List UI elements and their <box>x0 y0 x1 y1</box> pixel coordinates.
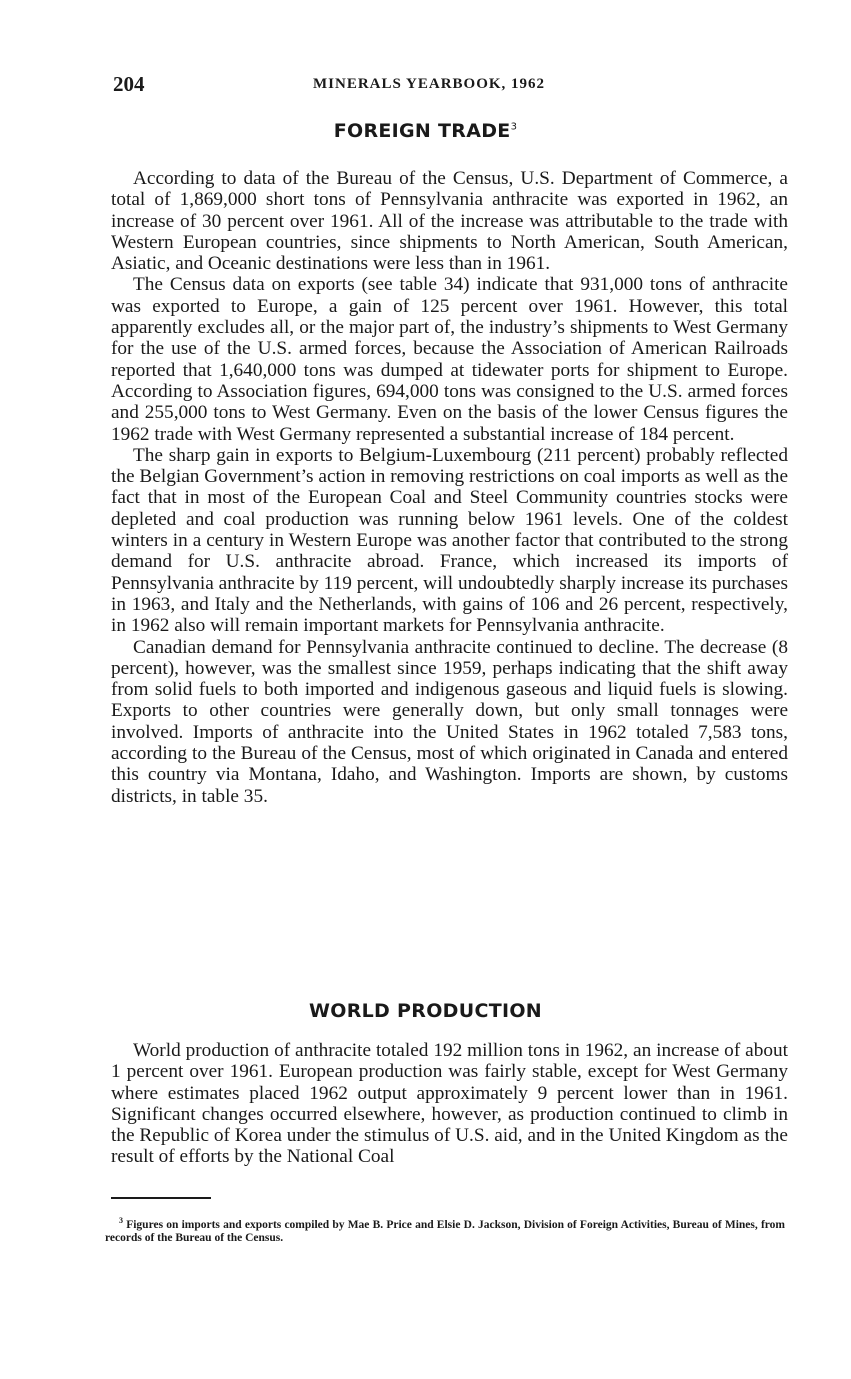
running-head <box>113 72 793 102</box>
running-title: MINERALS YEARBOOK, 1962 <box>313 76 546 92</box>
paragraph: Canadian demand for Pennsylvania anthracite continued to decline. The decrease (8 percent), however, was the smallest since 1959, perhaps indicating that the shift away from solid fuels to both imported and indigenous gaseous and liquid fuels is slowing. Exports to other countries were generally down, but only small tonnages were involved. Imports of anthracite into the United States in 1962 totaled 7,583 tons, according to the Bureau of the Census, most of which originated in Canada and entered this country via Montana, Idaho, and Washington. Imports are shown, by customs districts, in table 35. <box>111 636 788 807</box>
foreign-trade-heading-text: FOREIGN TRADE <box>333 120 511 142</box>
paragraph: The sharp gain in exports to Belgium-Luxembourg (211 percent) probably reflected the Belgian Government’s action in removing restrictions on coal imports as well as the fact that in most of the European Coal and Steel Community countries stocks were depleted and coal production was running below 1961 levels. One of the coldest winters in a century in Western Europe was another factor that contributed to the strong demand for U.S. anthracite abroad. France, which increased its imports of Pennsylvania anthracite by 119 percent, will undoubtedly sharply increase its purchases in 1963, and Italy and the Netherlands, with gains of 106 and 26 percent, respectively, in 1962 also will remain important markets for Pennsylvania anthracite. <box>111 444 788 637</box>
world-production-heading-text: WORLD PRODUCTION <box>309 1000 542 1022</box>
world-production-body <box>111 1040 788 1168</box>
footnote-divider <box>111 1197 211 1199</box>
footnote-text: Figures on imports and exports compiled by Mae B. Price and Elsie D. Jackson, Division of Foreign Activities, Bureau of Mines, from records of the Bureau of the Census. <box>105 1218 785 1244</box>
footnote-reference: 3 <box>510 121 518 133</box>
paragraph: The Census data on exports (see table 34) indicate that 931,000 tons of anthracite was exported to Europe, a gain of 125 percent over 1961. However, this total apparently excludes all, or the major part of, the industry’s shipments to West Germany for the use of the U.S. armed forces, because the Association of American Railroads reported that 1,640,000 tons was dumped at tidewater ports for shipment to Europe. According to Association figures, 694,000 tons was consigned to the U.S. armed forces and 255,000 tons to West Germany. Even on the basis of the lower Census figures the 1962 trade with West Germany represented a substantial increase of 184 percent. <box>111 274 788 445</box>
paragraph: According to data of the Bureau of the Census, U.S. Department of Commerce, a total of 1,869,000 short tons of Pennsylvania anthracite was exported in 1962, an increase of 30 percent over 1961. All of the increase was attributable to the trade with Western European countries, since shipments to North American, South American, Asiatic, and Oceanic destinations were less than in 1961. <box>111 168 788 275</box>
world-production-heading <box>0 1000 851 1022</box>
paragraph: World production of anthracite totaled 192 million tons in 1962, an increase of about 1 percent over 1961. European production was fairly stable, except for West Germany where estimates placed 1962 output approximately 9 percent lower than in 1961. Significant changes occurred elsewhere, however, as production continued to climb in the Republic of Korea under the stimulus of U.S. aid, and in the United Kingdom as the result of efforts by the National Coal <box>111 1040 788 1168</box>
foreign-trade-body <box>111 168 788 807</box>
footnote-marker: 3 <box>119 1216 123 1225</box>
foreign-trade-heading <box>0 120 851 142</box>
page-number: 204 <box>113 72 145 96</box>
footnote <box>105 1214 785 1245</box>
